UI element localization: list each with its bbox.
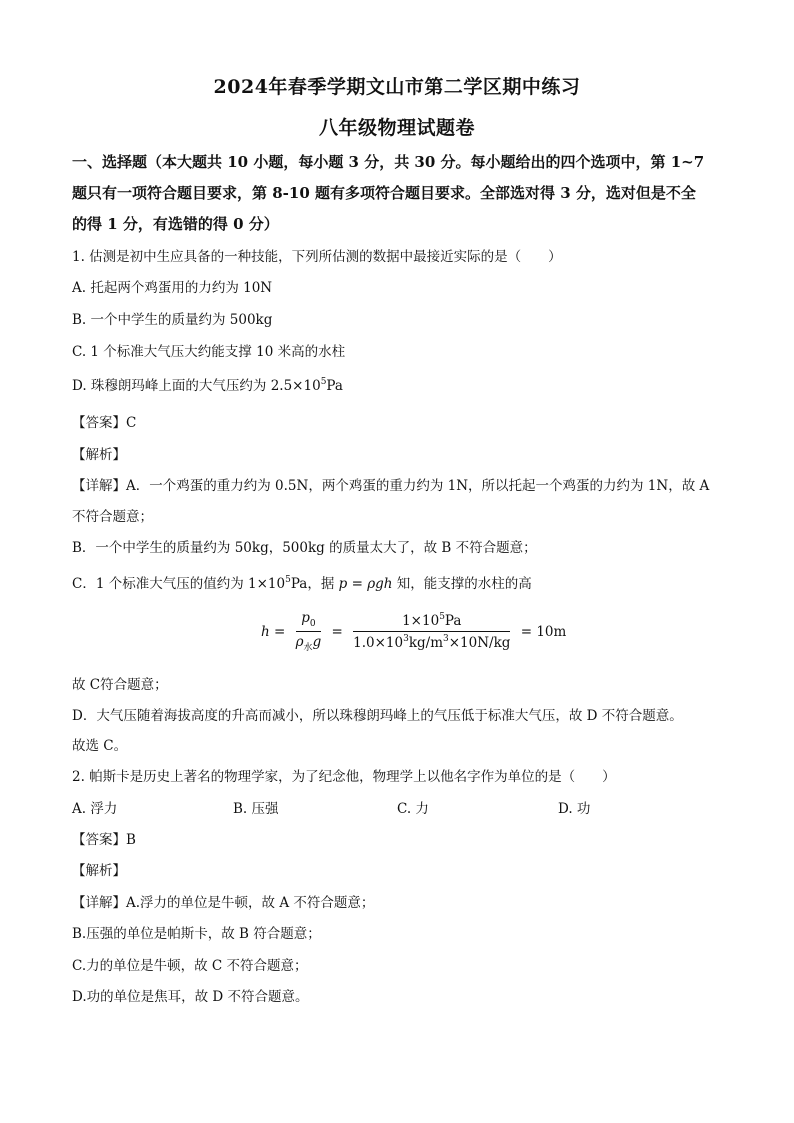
q1-detail-c: [72, 572, 532, 592]
q1-detail-c-pre: C．1 个标准大气压的值约为 1×10: [72, 576, 286, 592]
q1-stem: 1. 估测是初中生应具备的一种技能，下列所估测的数据中最接近实际的是（ ）: [72, 249, 562, 265]
q2-detail-b: B.压强的单位是帕斯卡，故 B 符合题意；: [72, 926, 321, 942]
formula-f2-num-exp: 5: [439, 612, 445, 622]
q2-detail-c: C.力的单位是牛顿，故 C 不符合题意；: [72, 958, 308, 974]
formula-fraction-2: [353, 612, 510, 651]
formula-f2-den-pre: 1.0×10: [353, 635, 404, 651]
q2-answer: 【答案】B: [72, 832, 136, 848]
formula-f1-num-sub: 0: [309, 619, 316, 629]
formula-f1-den-sub: 水: [303, 643, 313, 653]
q1-detail-d: D．大气压随着海拔高度的升高而减小，所以珠穆朗玛峰上的气压低于标准大气压，故 D 不符合题意。: [72, 708, 683, 724]
formula-result: = 10m: [520, 623, 567, 640]
water-column-formula: [258, 610, 569, 658]
section-heading-line-3: 的得 1 分，有选错的得 0 分）: [72, 215, 279, 233]
q1-option-c: C. 1 个标准大气压大约能支撑 10 米高的水柱: [72, 344, 346, 360]
formula-f2-den-exp2: 3: [443, 634, 449, 644]
q1-detail-b: B．一个中学生的质量约为 50kg，500kg 的质量太大了，故 B 不符合题意；: [72, 540, 537, 556]
q1-conclusion: 故选 C。: [72, 738, 128, 754]
q2-detail-d: D.功的单位是焦耳，故 D 不符合题意。: [72, 989, 309, 1005]
q1-analysis-label: 【解析】: [72, 447, 126, 463]
q2-option-a: A. 浮力: [72, 801, 118, 817]
q2-detail-a: 【详解】A.浮力的单位是牛顿，故 A 不符合题意；: [72, 895, 375, 911]
formula-f2-den-tail: ×10N/kg: [448, 635, 511, 651]
formula-f1-den-tail: g: [312, 634, 322, 650]
formula-f2-num-unit: Pa: [444, 613, 462, 629]
q1-detail-c-mid: Pa，据: [290, 576, 339, 592]
q2-option-c: C. 力: [397, 801, 429, 817]
formula-equals: =: [331, 623, 343, 640]
formula-f2-den-exp1: 3: [403, 634, 409, 644]
formula-fraction-1: [296, 610, 322, 653]
q1-detail-c-exponent: 5: [285, 575, 291, 585]
q2-option-b: B. 压强: [233, 801, 279, 817]
section-heading-line-1: 一、选择题（本大题共 10 小题，每小题 3 分，共 30 分。每小题给出的四个选项中，第 1~7: [72, 153, 705, 171]
formula-f1-den: ρ: [295, 634, 304, 650]
q1-option-a: A. 托起两个鸡蛋用的力约为 10N: [72, 280, 273, 296]
formula-f2-num-pre: 1×10: [402, 613, 440, 629]
q1-detail-line-1: 【详解】A．一个鸡蛋的重力约为 0.5N，两个鸡蛋的重力约为 1N，所以托起一个鸡蛋的力约为 1N，故 A: [72, 478, 710, 494]
q1-option-b: B. 一个中学生的质量约为 500kg: [72, 312, 273, 328]
q1-option-d-unit: Pa: [326, 378, 343, 394]
section-heading-line-2: 题只有一项符合题目要求，第 8-10 题有多项符合题目要求。全部选对得 3 分，选对但是不全: [72, 184, 696, 202]
formula-f2-den-mid: kg/m: [408, 635, 443, 651]
q2-stem: 2. 帕斯卡是历史上著名的物理学家，为了纪念他，物理学上以他名字作为单位的是（ ）: [72, 769, 616, 785]
formula-lhs: h =: [261, 623, 286, 640]
q1-answer: 【答案】C: [72, 415, 137, 431]
q2-analysis-label: 【解析】: [72, 863, 126, 879]
formula-f1-num: p: [301, 610, 310, 626]
q1-detail-c-formula: p = ρgh: [338, 576, 393, 592]
q1-option-d-exponent: 5: [320, 377, 327, 387]
q2-option-d: D. 功: [558, 801, 591, 817]
q1-detail-line-2: 不符合题意；: [72, 509, 153, 525]
q1-option-d: [72, 374, 343, 394]
exam-subtitle: 八年级物理试题卷: [318, 117, 475, 139]
q1-detail-c-post: 知，能支撑的水柱的高: [392, 576, 532, 592]
q1-detail-c-end: 故 C符合题意；: [72, 677, 168, 693]
q1-option-d-text: D. 珠穆朗玛峰上面的大气压约为 2.5×10: [72, 378, 321, 394]
exam-title: 2024年春季学期文山市第二学区期中练习: [213, 76, 581, 98]
